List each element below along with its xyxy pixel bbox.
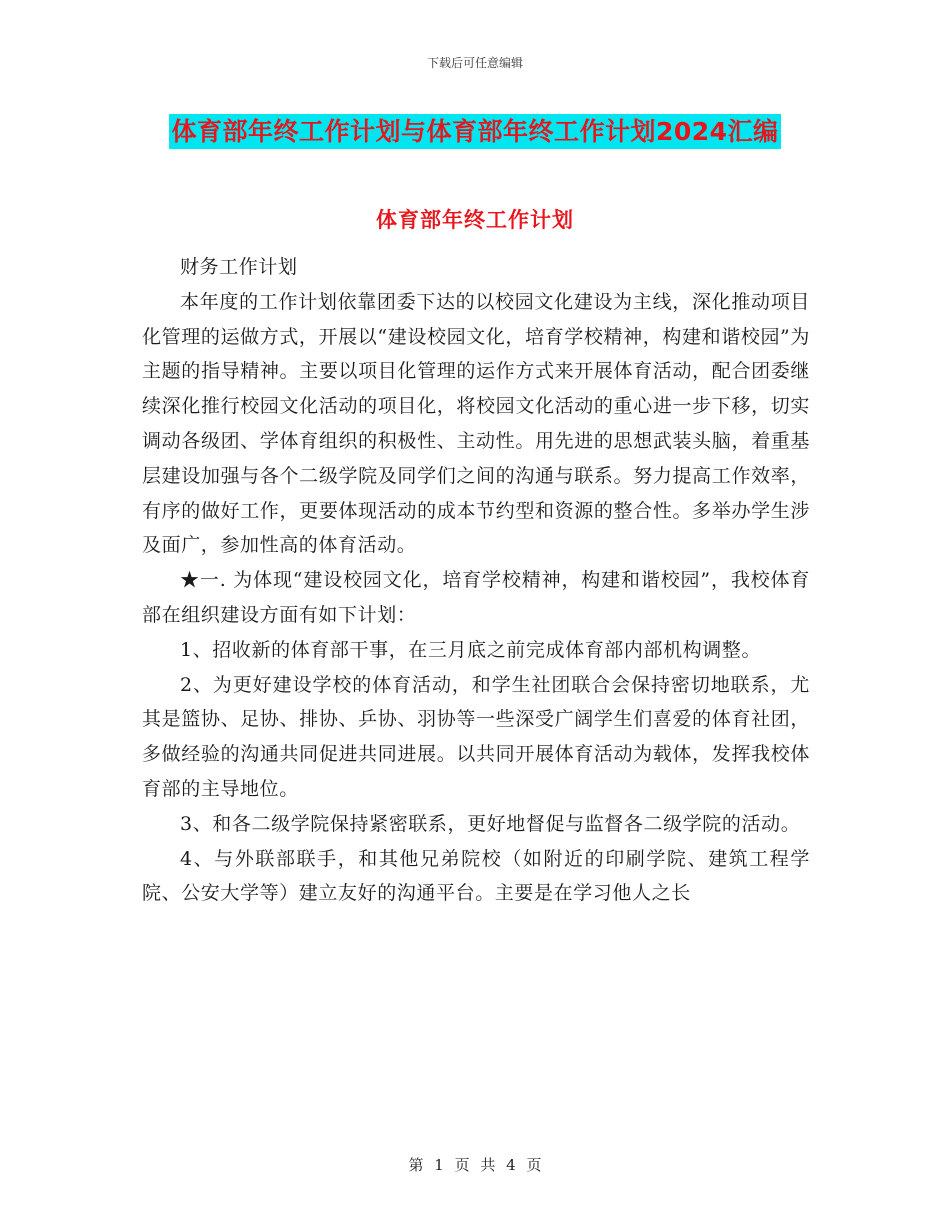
document-title [0,112,950,148]
paragraph-item-1: 1、招收新的体育部干事，在三月底之前完成体育部内部机构调整。 [180,638,762,661]
paragraph-item-3: 3、和各二级学院保持紧密联系，更好地督促与监督各二级学院的活动。 [180,812,801,835]
paragraph-item-2: 2、为更好建设学校的体育活动，和学生社团联合会保持密切地联系，尤其是篮协、足协、排协、乒协、羽协等一些深受广阔学生们喜爱的体育社团，多做经验的沟通共同促进共同进展。以共同开展体育活动为载体，发挥我校体育部的主导地位。 [142,673,810,800]
page-footer: 第 1 页 共 4 页 [408,1156,542,1174]
paragraph-finance-heading: 财务工作计划 [180,256,298,278]
paragraph-item-4: 4、与外联部联手，和其他兄弟院校（如附近的印刷学院、建筑工程学院、公安大学等）建立友好的沟通平台。主要是在学习他人之长 [142,847,810,905]
paragraph-intro: 本年度的工作计划依靠团委下达的以校园文化建设为主线，深化推动项目化管理的运做方式，开展以“建设校园文化，培育学校精神，构建和谐校园”为主题的指导精神。主要以项目化管理的运作方式来开展体育活动，配合团委继续深化推行校园文化活动的项目化，将校园文化活动的重心进一步下移，切实调动各级团、学体育组织的积极性、主动性。用先进的思想武装头脑，着重基层建设加强与各个二级学院及同学们之间的沟通与联系。努力提高工作效率，有序的做好工作，更要体现活动的成本节约型和资源的整合性。多举办学生涉及面广，参加性高的体育活动。 [142,290,810,557]
document-title-text: 体育部年终工作计划与体育部年终工作计划2024汇编 [169,114,780,149]
header-note: 下载后可任意编辑 [426,56,523,70]
document-body [142,250,810,911]
paragraph-plan-heading: ★一. 为体现“建设校园文化，培育学校精神，构建和谐校园”，我校体育部在组织建设方面有如下计划： [142,569,810,626]
section-title: 体育部年终工作计划 [376,208,574,232]
